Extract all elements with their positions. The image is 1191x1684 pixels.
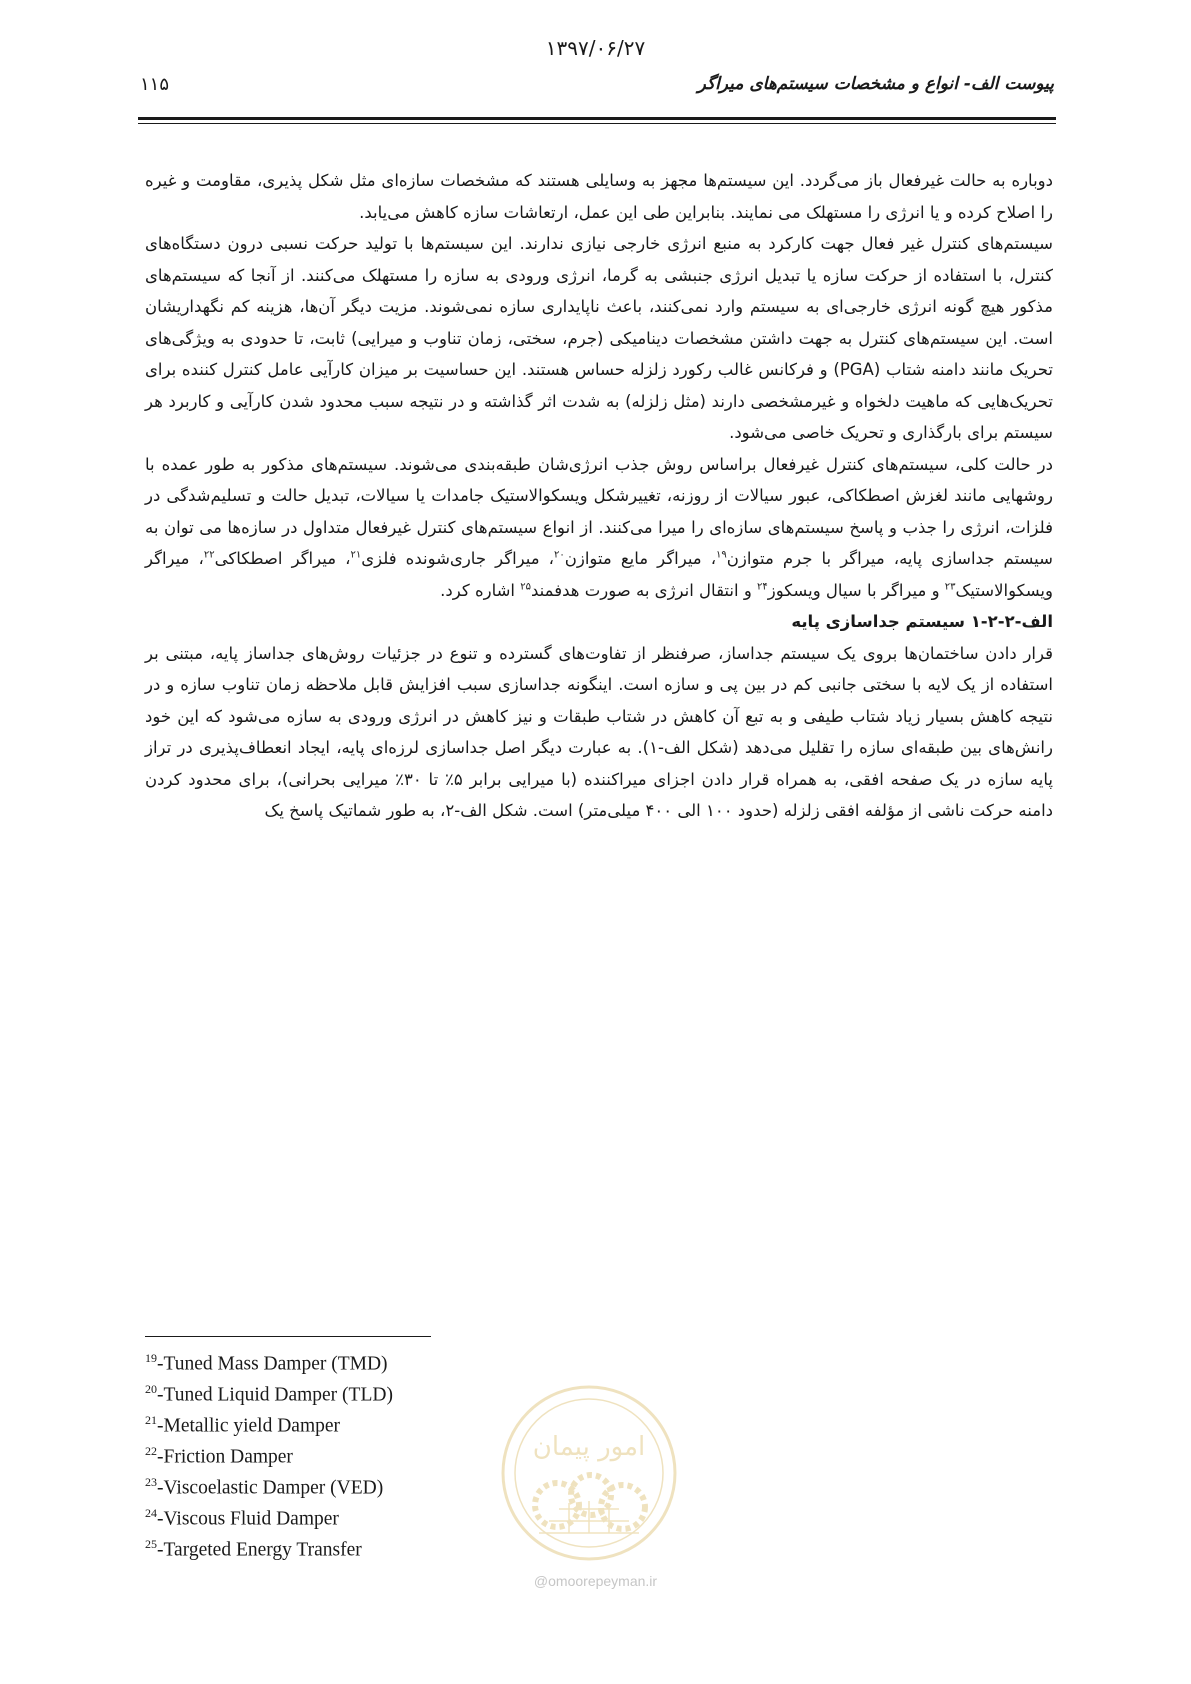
footnote-ref: ۲۵ (520, 581, 532, 592)
footnote-item: $^{24}$-Viscous Fluid Damper (145, 1506, 339, 1530)
footnote-item: $^{25}$-Targeted Energy Transfer (145, 1537, 362, 1561)
footnote-ref: ۲۱ (350, 549, 362, 561)
paragraph: دوباره به حالت غیرفعال باز می‌گردد. این سیستم‌ها مجهز به وسایلی هستند که مشخصات سازه‌ای مثل شکل پذیری، مقاومت و غیره را اصلاح کرده و یا انرژی را مستهلک می نمایند. بنابراین طی این عمل، ارتعاشات سازه کاهش می‌یابد. (145, 171, 1053, 222)
paragraph: در حالت کلی، سیستم‌های کنترل غیرفعال براساس روش جذب انرژی‌شان طبقه‌بندی می‌شوند. سیستم‌های مذکور به طور عمده با روشهایی مانند لغزش اصطکاکی، عبور سیالات از روزنه، تغییرشکل ویسکوالاستیک جامدات یا سیالات، تبدیل حالت و تسلیم‌شدگی در فلزات، انرژی را جذب و پاسخ سیستم‌های سازه‌ای را میرا می‌کنند. از انواع سیستم‌های کنترل غیرفعال متداول در سازه‌ها می توان به سیستم جداسازی پایه، میراگر با جرم متوازن$^{۱۹}$، میراگر مایع متوازن$^{۲۰}$، میراگر جاری‌شونده فلزی$^{۲۱}$، میراگر اصطکاکی$^{۲۲}$، میراگر ویسکوالاستیک$^{۲۳}$ و میراگر با سیال ویسکوز$^{۲۴}$ و انتقال انرژی به صورت هدفمند$^{۲۵}$ اشاره کرد. (145, 454, 1053, 600)
document-date: ۱۳۹۷/۰۶/۲۷ (545, 36, 646, 60)
footnote-ref: ۲۲ (203, 549, 215, 561)
footnote-ref: ۲۳ (944, 581, 956, 592)
header-title: پیوست الف- انواع و مشخصات سیستم‌های میراگر (697, 74, 1054, 94)
footnote-separator (145, 1336, 431, 1337)
svg-text:امور پیمان: امور پیمان (532, 1432, 646, 1462)
footnote-ref: ۲۴ (757, 581, 768, 592)
footnote-item: $^{23}$-Viscoelastic Damper (VED) (145, 1475, 384, 1499)
running-header (140, 74, 1054, 104)
body-text (145, 165, 1053, 827)
footnote-ref: ۲۰ (554, 549, 565, 561)
footnote-item: $^{20}$-Tuned Liquid Damper (TLD) (145, 1382, 393, 1406)
footnote-item: $^{22}$-Friction Damper (145, 1444, 293, 1468)
paragraph: قرار دادن ساختمان‌ها بروی یک سیستم جداساز، صرفنظر از تفاوت‌های گسترده و تنوع در جزئیات روش‌های جداساز پایه، مبتنی بر استفاده از یک لایه با سختی جانبی کم در بین پی و سازه است. اینگونه جداسازی سبب افزایش قابل ملاحظه زمان تناوب سازه و در نتیجه کاهش بسیار زیاد شتاب طیفی و به تبع آن کاهش در شتاب طبقات و نیز کاهش در انرژی ورودی به سازه می‌شود که این خود رانش‌های بین طبقه‌ای سازه را تقلیل می‌دهد (شکل الف-۱). به عبارت دیگر اصل جداسازی لرزه‌ای پایه، ایجاد انعطاف‌پذیری در تراز پایه سازه در یک صفحه افقی، به همراه قرار دادن اجزای میراکننده (با میرایی برابر ۵٪ تا ۳۰٪ میرایی بحرانی)، برای محدود کردن دامنه حرکت ناشی از مؤلفه افقی زلزله (حدود ۱۰۰ الی ۴۰۰ میلی‌متر) است. شکل الف-۲، به طور شماتیک پاسخ یک (145, 643, 1053, 820)
watermark-url: @omoorepeyman.ir (533, 1573, 658, 1589)
watermark-seal-logo (499, 1383, 679, 1563)
footnote-ref: ۱۹ (716, 549, 727, 561)
page-number: ۱۱۵ (140, 74, 170, 95)
section-heading: الف-۲-۲-۱ سیستم جداسازی پایه (791, 612, 1053, 631)
header-rule-thick (138, 117, 1056, 120)
header-rule-thin (138, 123, 1056, 124)
footnote-item: $^{19}$-Tuned Mass Damper (TMD) (145, 1351, 388, 1375)
paragraph: سیستم‌های کنترل غیر فعال جهت کارکرد به منبع انرژی خارجی نیازی ندارند. این سیستم‌ها با تولید حرکت نسبی درون دستگاه‌های کنترل، با استفاده از حرکت سازه یا تبدیل انرژی جنبشی به گرما، انرژی ورودی به سازه را مستهلک می‌کنند. از آنجا که سیستم‌های مذکور هیچ گونه انرژی خارجی‌ای به سیستم وارد نمی‌کنند، باعث ناپایداری سازه نمی‌شوند. مزیت دیگر آن‌ها، هزینه کم نگهداریشان است. این سیستم‌های کنترل به جهت داشتن مشخصات دینامیکی (جرم، سختی، زمان تناوب و میرایی) ثابت، تا حدودی به ویژگی‌های تحریک مانند دامنه شتاب (PGA) و فرکانس غالب رکورد زلزله حساس هستند. این حساسیت بر میزان کارآیی عامل کنترل کننده برای تحریک‌هایی که ماهیت دلخواه و غیرمشخصی دارند (مثل زلزله) به شدت اثر گذاشته و در نتیجه سبب محدود شدن کارآیی و کاربرد هر سیستم برای بارگذاری و تحریک خاصی می‌شود. (145, 234, 1053, 442)
footnote-item: $^{21}$-Metallic yield Damper (145, 1413, 341, 1437)
